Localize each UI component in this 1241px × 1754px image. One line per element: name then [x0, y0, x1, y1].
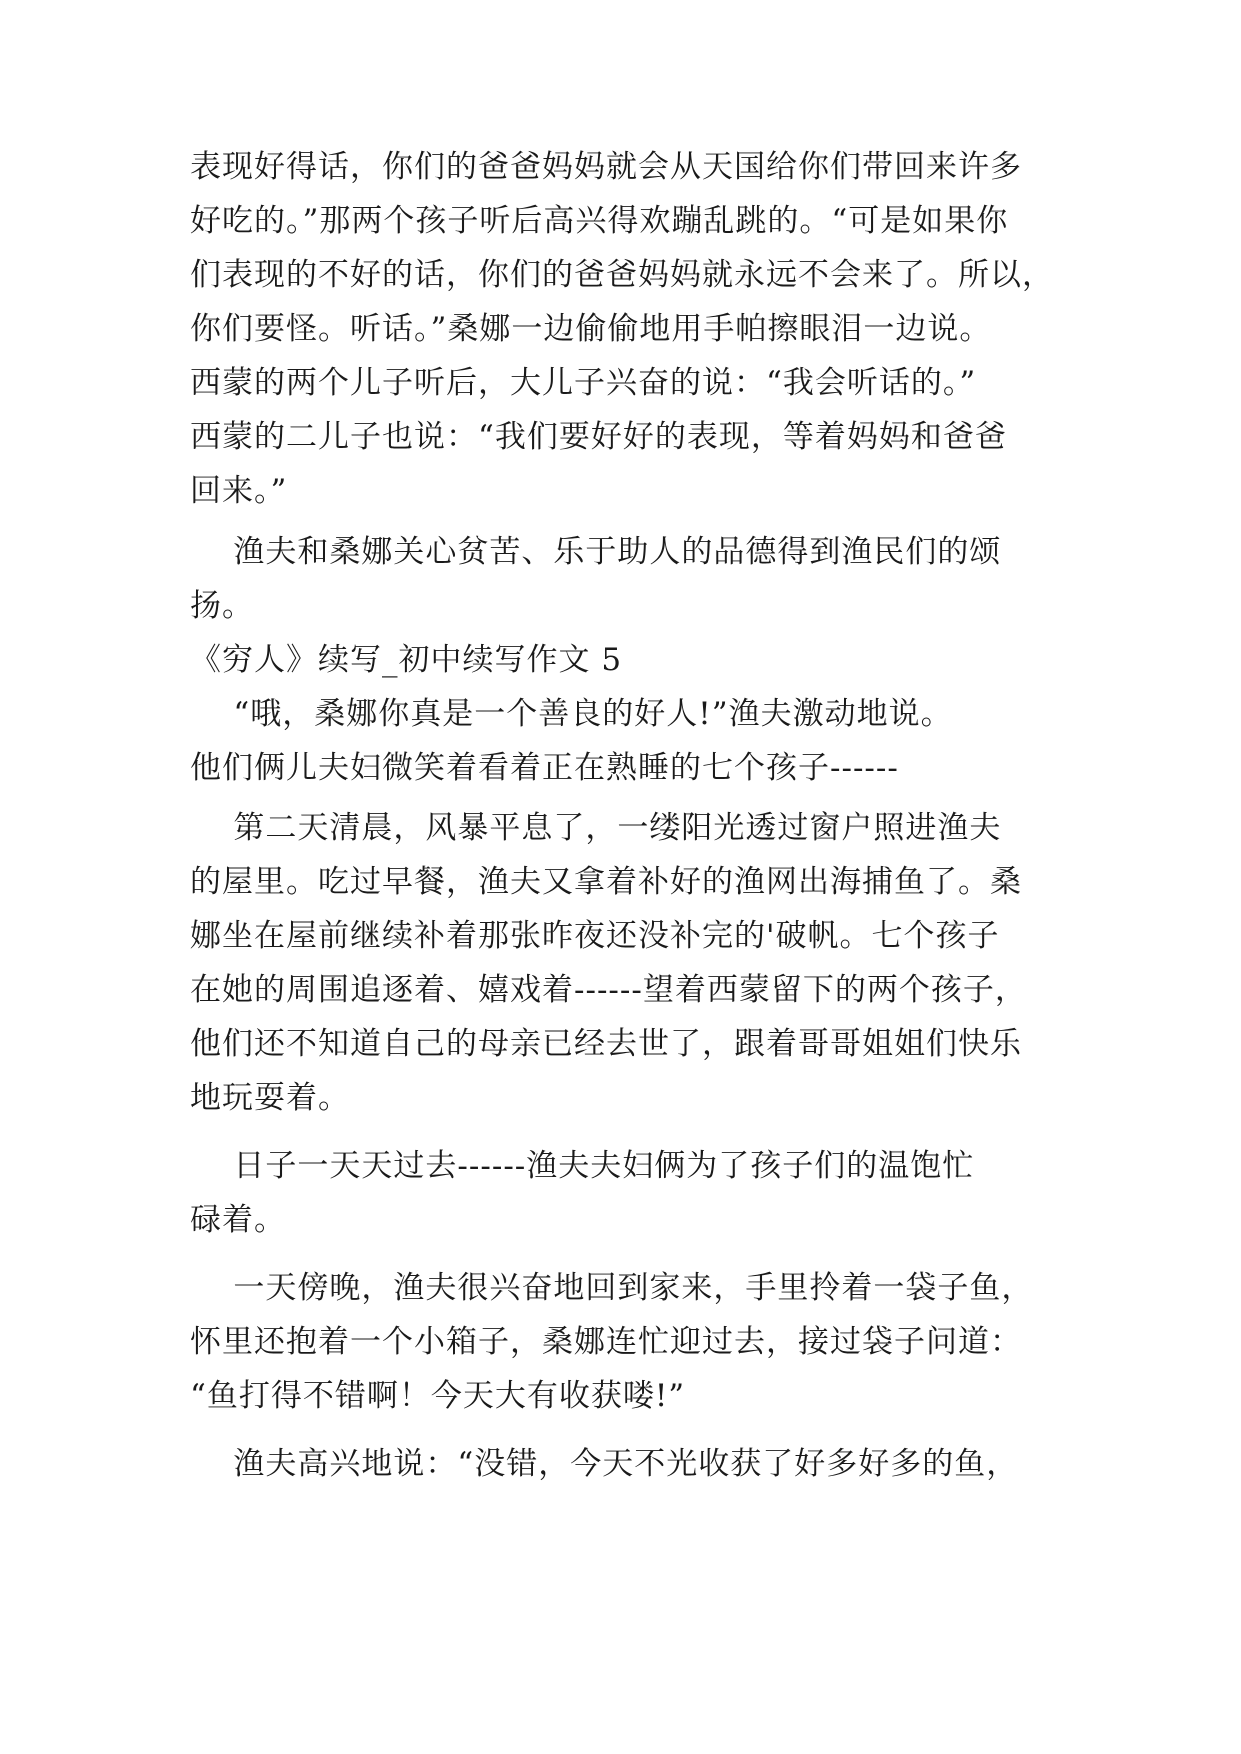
text-line: 们表现的不好的话，你们的爸爸妈妈就永远不会来了。所以，	[190, 257, 1054, 293]
text-line: 西蒙的二儿子也说：“我们要好好的表现，等着妈妈和爸爸	[190, 419, 1007, 455]
text-line: 他们还不知道自己的母亲已经去世了，跟着哥哥姐姐们快乐	[190, 1026, 1022, 1062]
text-line: “哦，桑娜你真是一个善良的好人!”渔夫激动地说。	[190, 696, 953, 732]
text-line: 表现好得话，你们的爸爸妈妈就会从天国给你们带回来许多	[190, 149, 1022, 185]
text-line: 渔夫和桑娜关心贫苦、乐于助人的品德得到渔民们的颂	[190, 534, 1002, 570]
text-line: 碌着。	[190, 1202, 286, 1238]
text-line: 回来。”	[190, 473, 288, 509]
text-line: 扬。	[190, 588, 254, 624]
text-line: 娜坐在屋前继续补着那张昨夜还没补完的'破帆。七个孩子	[190, 918, 1000, 954]
text-line: 渔夫高兴地说：“没错，今天不光收获了好多好多的鱼，	[190, 1446, 1019, 1482]
text-line: 的屋里。吃过早餐，渔夫又拿着补好的渔网出海捕鱼了。桑	[190, 864, 1022, 900]
text-line: 日子一天天过去------渔夫夫妇俩为了孩子们的温饱忙	[190, 1148, 975, 1184]
text-line: 第二天清晨，风暴平息了，一缕阳光透过窗户照进渔夫	[190, 810, 1002, 846]
text-line: 一天傍晚，渔夫很兴奋地回到家来，手里拎着一袋子鱼，	[190, 1270, 1034, 1306]
text-line: 西蒙的两个儿子听后，大儿子兴奋的说：“我会听话的。”	[190, 365, 977, 401]
text-line: 怀里还抱着一个小箱子，桑娜连忙迎过去，接过袋子问道：	[190, 1324, 1022, 1360]
text-line: 他们俩儿夫妇微笑着看着正在熟睡的七个孩子------	[190, 750, 899, 786]
text-line: “鱼打得不错啊！今天大有收获喽!”	[190, 1378, 686, 1414]
text-line: 你们要怪。听话。”桑娜一边偷偷地用手帕擦眼泪一边说。	[190, 311, 992, 347]
text-line: 地玩耍着。	[190, 1080, 350, 1116]
text-line: 在她的周围追逐着、嬉戏着------望着西蒙留下的两个孩子，	[190, 972, 1027, 1008]
text-line: 好吃的。”那两个孩子听后高兴得欢蹦乱跳的。“可是如果你	[190, 203, 1009, 239]
section-title: 《穷人》续写_初中续写作文 5	[190, 642, 623, 678]
